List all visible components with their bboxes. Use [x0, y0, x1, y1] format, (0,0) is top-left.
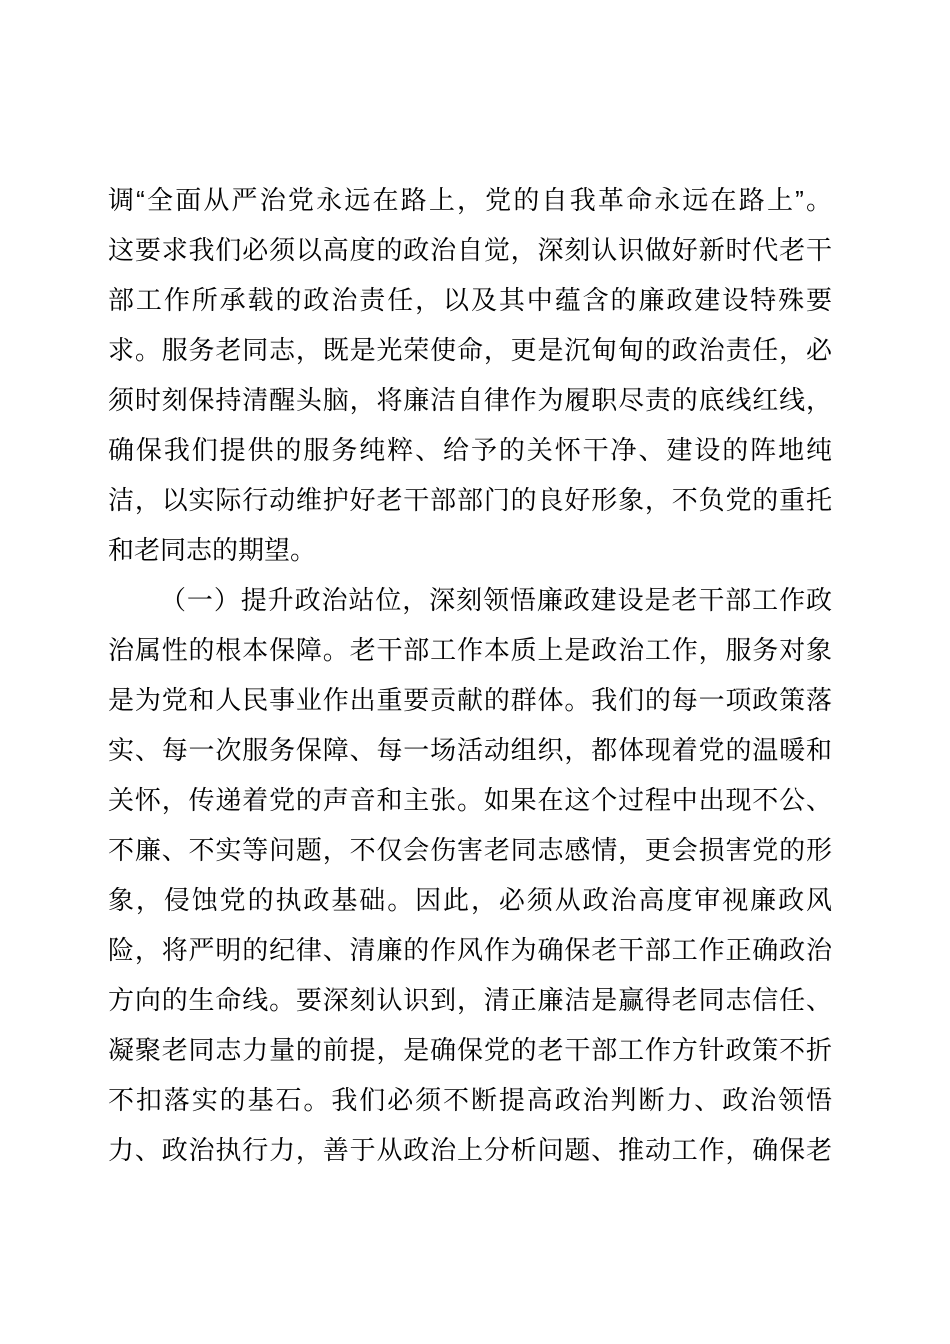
text-line: 关怀，传递着党的声音和主张。如果在这个过程中出现不公、 — [108, 785, 832, 815]
text-line: 不廉、不实等问题，不仅会伤害老同志感情，更会损害党的形 — [108, 835, 832, 865]
text-line: 是为党和人民事业作出重要贡献的群体。我们的每一项政策落 — [108, 685, 832, 715]
paragraph — [108, 175, 832, 575]
text-line: 和老同志的期望。 — [108, 535, 317, 565]
text-line: 部工作所承载的政治责任，以及其中蕴含的廉政建设特殊要 — [108, 285, 832, 315]
paragraph — [108, 575, 832, 1175]
text-line: 求。服务老同志，既是光荣使命，更是沉甸甸的政治责任，必 — [108, 335, 832, 365]
text-line: （一）提升政治站位，深刻领悟廉政建设是老干部工作政 — [160, 585, 832, 615]
text-line: 险，将严明的纪律、清廉的作风作为确保老干部工作正确政治 — [108, 935, 832, 965]
text-line: 实、每一次服务保障、每一场活动组织，都体现着党的温暖和 — [108, 735, 832, 765]
text-line: 方向的生命线。要深刻认识到，清正廉洁是赢得老同志信任、 — [108, 985, 832, 1015]
text-line: 须时刻保持清醒头脑，将廉洁自律作为履职尽责的底线红线， — [108, 385, 832, 415]
text-line: 洁，以实际行动维护好老干部部门的良好形象，不负党的重托 — [108, 485, 832, 515]
text-line: 不扣落实的基石。我们必须不断提高政治判断力、政治领悟 — [108, 1085, 832, 1115]
text-line: 象，侵蚀党的执政基础。因此，必须从政治高度审视廉政风 — [108, 885, 832, 915]
text-block — [108, 175, 832, 1175]
text-line: 治属性的根本保障。老干部工作本质上是政治工作，服务对象 — [108, 635, 832, 665]
text-line: 确保我们提供的服务纯粹、给予的关怀干净、建设的阵地纯 — [108, 435, 832, 465]
text-line: 调“全面从严治党永远在路上，党的自我革命永远在路上”。 — [108, 185, 832, 215]
text-line: 力、政治执行力，善于从政治上分析问题、推动工作，确保老 — [108, 1135, 832, 1165]
text-line: 这要求我们必须以高度的政治自觉，深刻认识做好新时代老干 — [108, 235, 832, 265]
text-line: 凝聚老同志力量的前提，是确保党的老干部工作方针政策不折 — [108, 1035, 832, 1065]
